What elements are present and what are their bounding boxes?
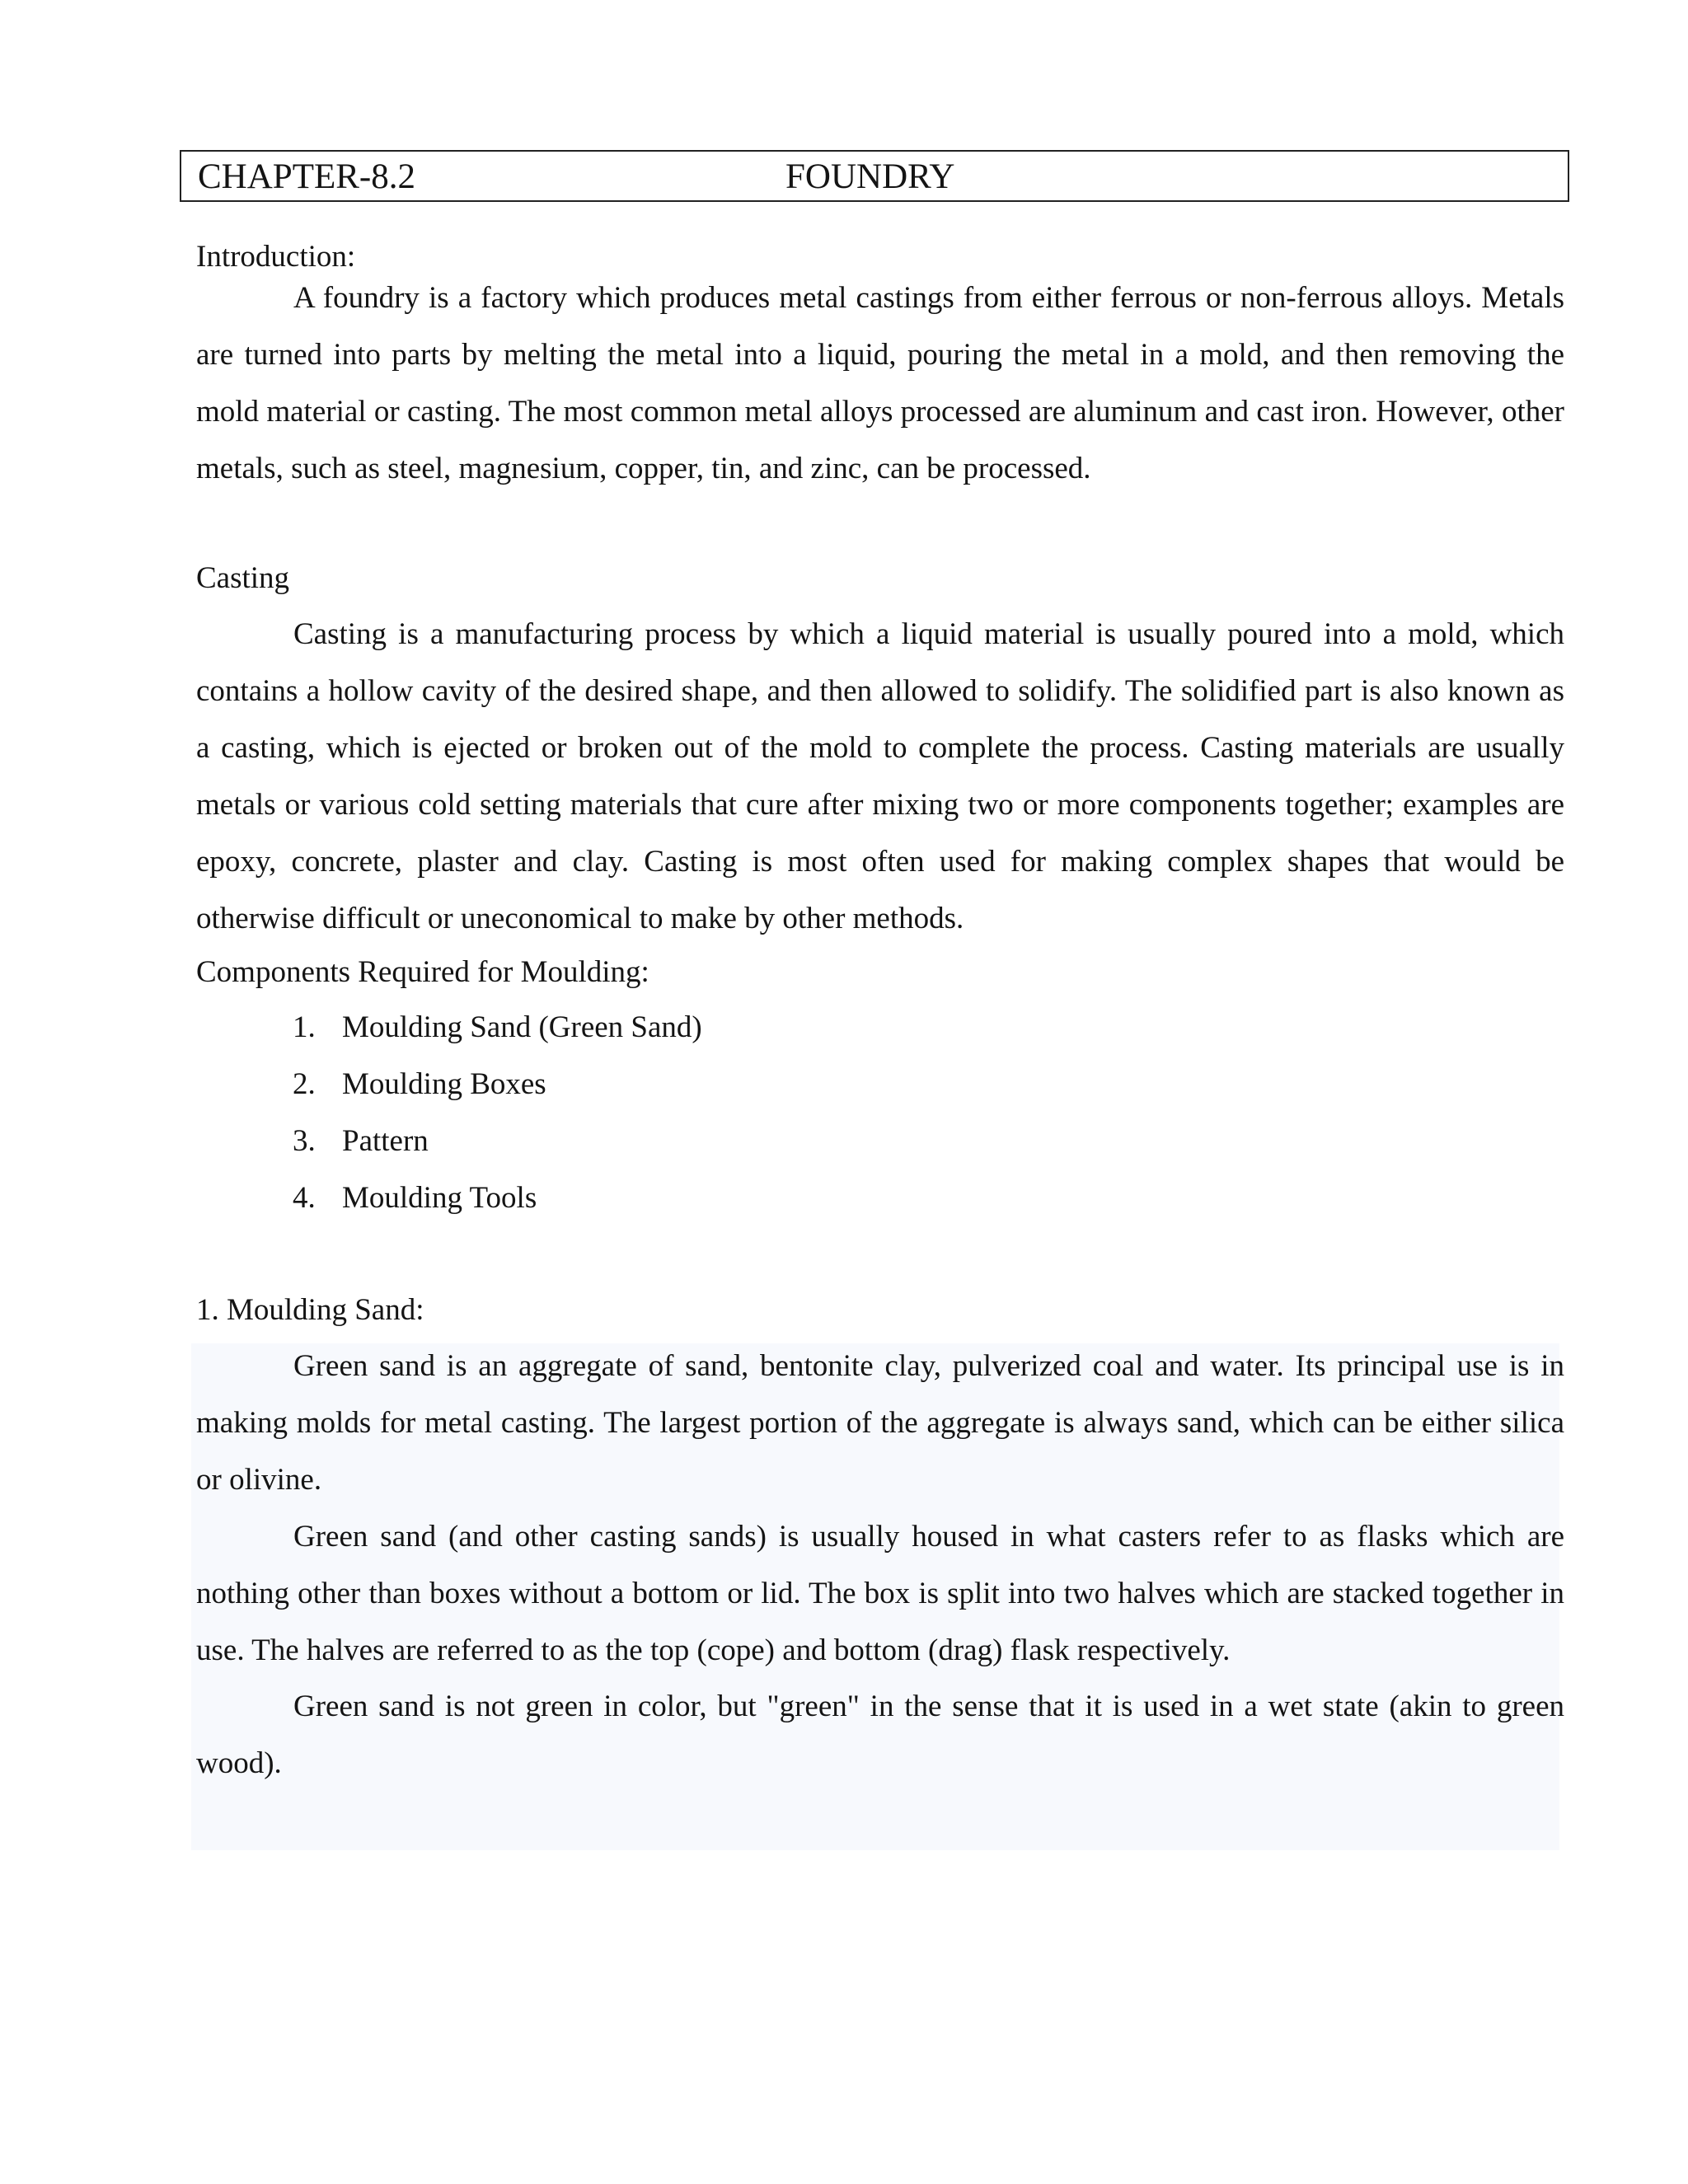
list-item: 1. Moulding Sand (Green Sand) — [293, 1010, 702, 1044]
components-heading: Components Required for Moulding: — [196, 955, 649, 989]
list-item: 3. Pattern — [293, 1124, 429, 1158]
list-item: 2. Moulding Boxes — [293, 1067, 546, 1101]
moulding-sand-heading: 1. Moulding Sand: — [196, 1293, 424, 1327]
chapter-header — [180, 150, 1569, 202]
components-list — [293, 999, 702, 1226]
green-sand-paragraph-3: Green sand is not green in color, but "green" in the sense that it is used in a wet state (akin to green wood). — [196, 1690, 1564, 1780]
green-sand-paragraph-1: Green sand is an aggregate of sand, bentonite clay, pulverized coal and water. Its principal use is in making molds for metal casting. The largest portion of the aggregate is always sand, which can be either silica or olivine. — [196, 1349, 1564, 1497]
casting-paragraph: Casting is a manufacturing process by which a liquid material is usually poured into a mold, which contains a hollow cavity of the desired shape, and then allowed to solidify. The solidified part is also known as a casting, which is ejected or broken out of the mold to complete the process. Casting materials are usually metals or various cold setting materials that cure after mixing two or more components together; examples are epoxy, concrete, plaster and clay. Casting is most often used for making complex shapes that would be otherwise difficult or uneconomical to make by other methods. — [196, 617, 1564, 935]
intro-paragraph: A foundry is a factory which produces metal castings from either ferrous or non-ferrous alloys. Metals are turned into parts by melting the metal into a liquid, pouring the metal in a mold, and then removing the mold material or casting. The most common metal alloys processed are aluminum and cast iron. However, other metals, such as steel, magnesium, copper, tin, and zinc, can be processed. — [196, 281, 1564, 485]
list-item: 4. Moulding Tools — [293, 1181, 537, 1215]
chapter-title: FOUNDRY — [785, 157, 955, 196]
intro-heading: Introduction: — [196, 240, 356, 274]
green-sand-paragraph-2: Green sand (and other casting sands) is usually housed in what casters refer to as flasks which are nothing other than boxes without a bottom or lid. The box is split into two halves which are stacked together in use. The halves are referred to as the top (cope) and bottom (drag) flask respectively. — [196, 1520, 1564, 1667]
chapter-number: CHAPTER-8.2 — [198, 157, 415, 196]
casting-heading: Casting — [196, 561, 290, 595]
